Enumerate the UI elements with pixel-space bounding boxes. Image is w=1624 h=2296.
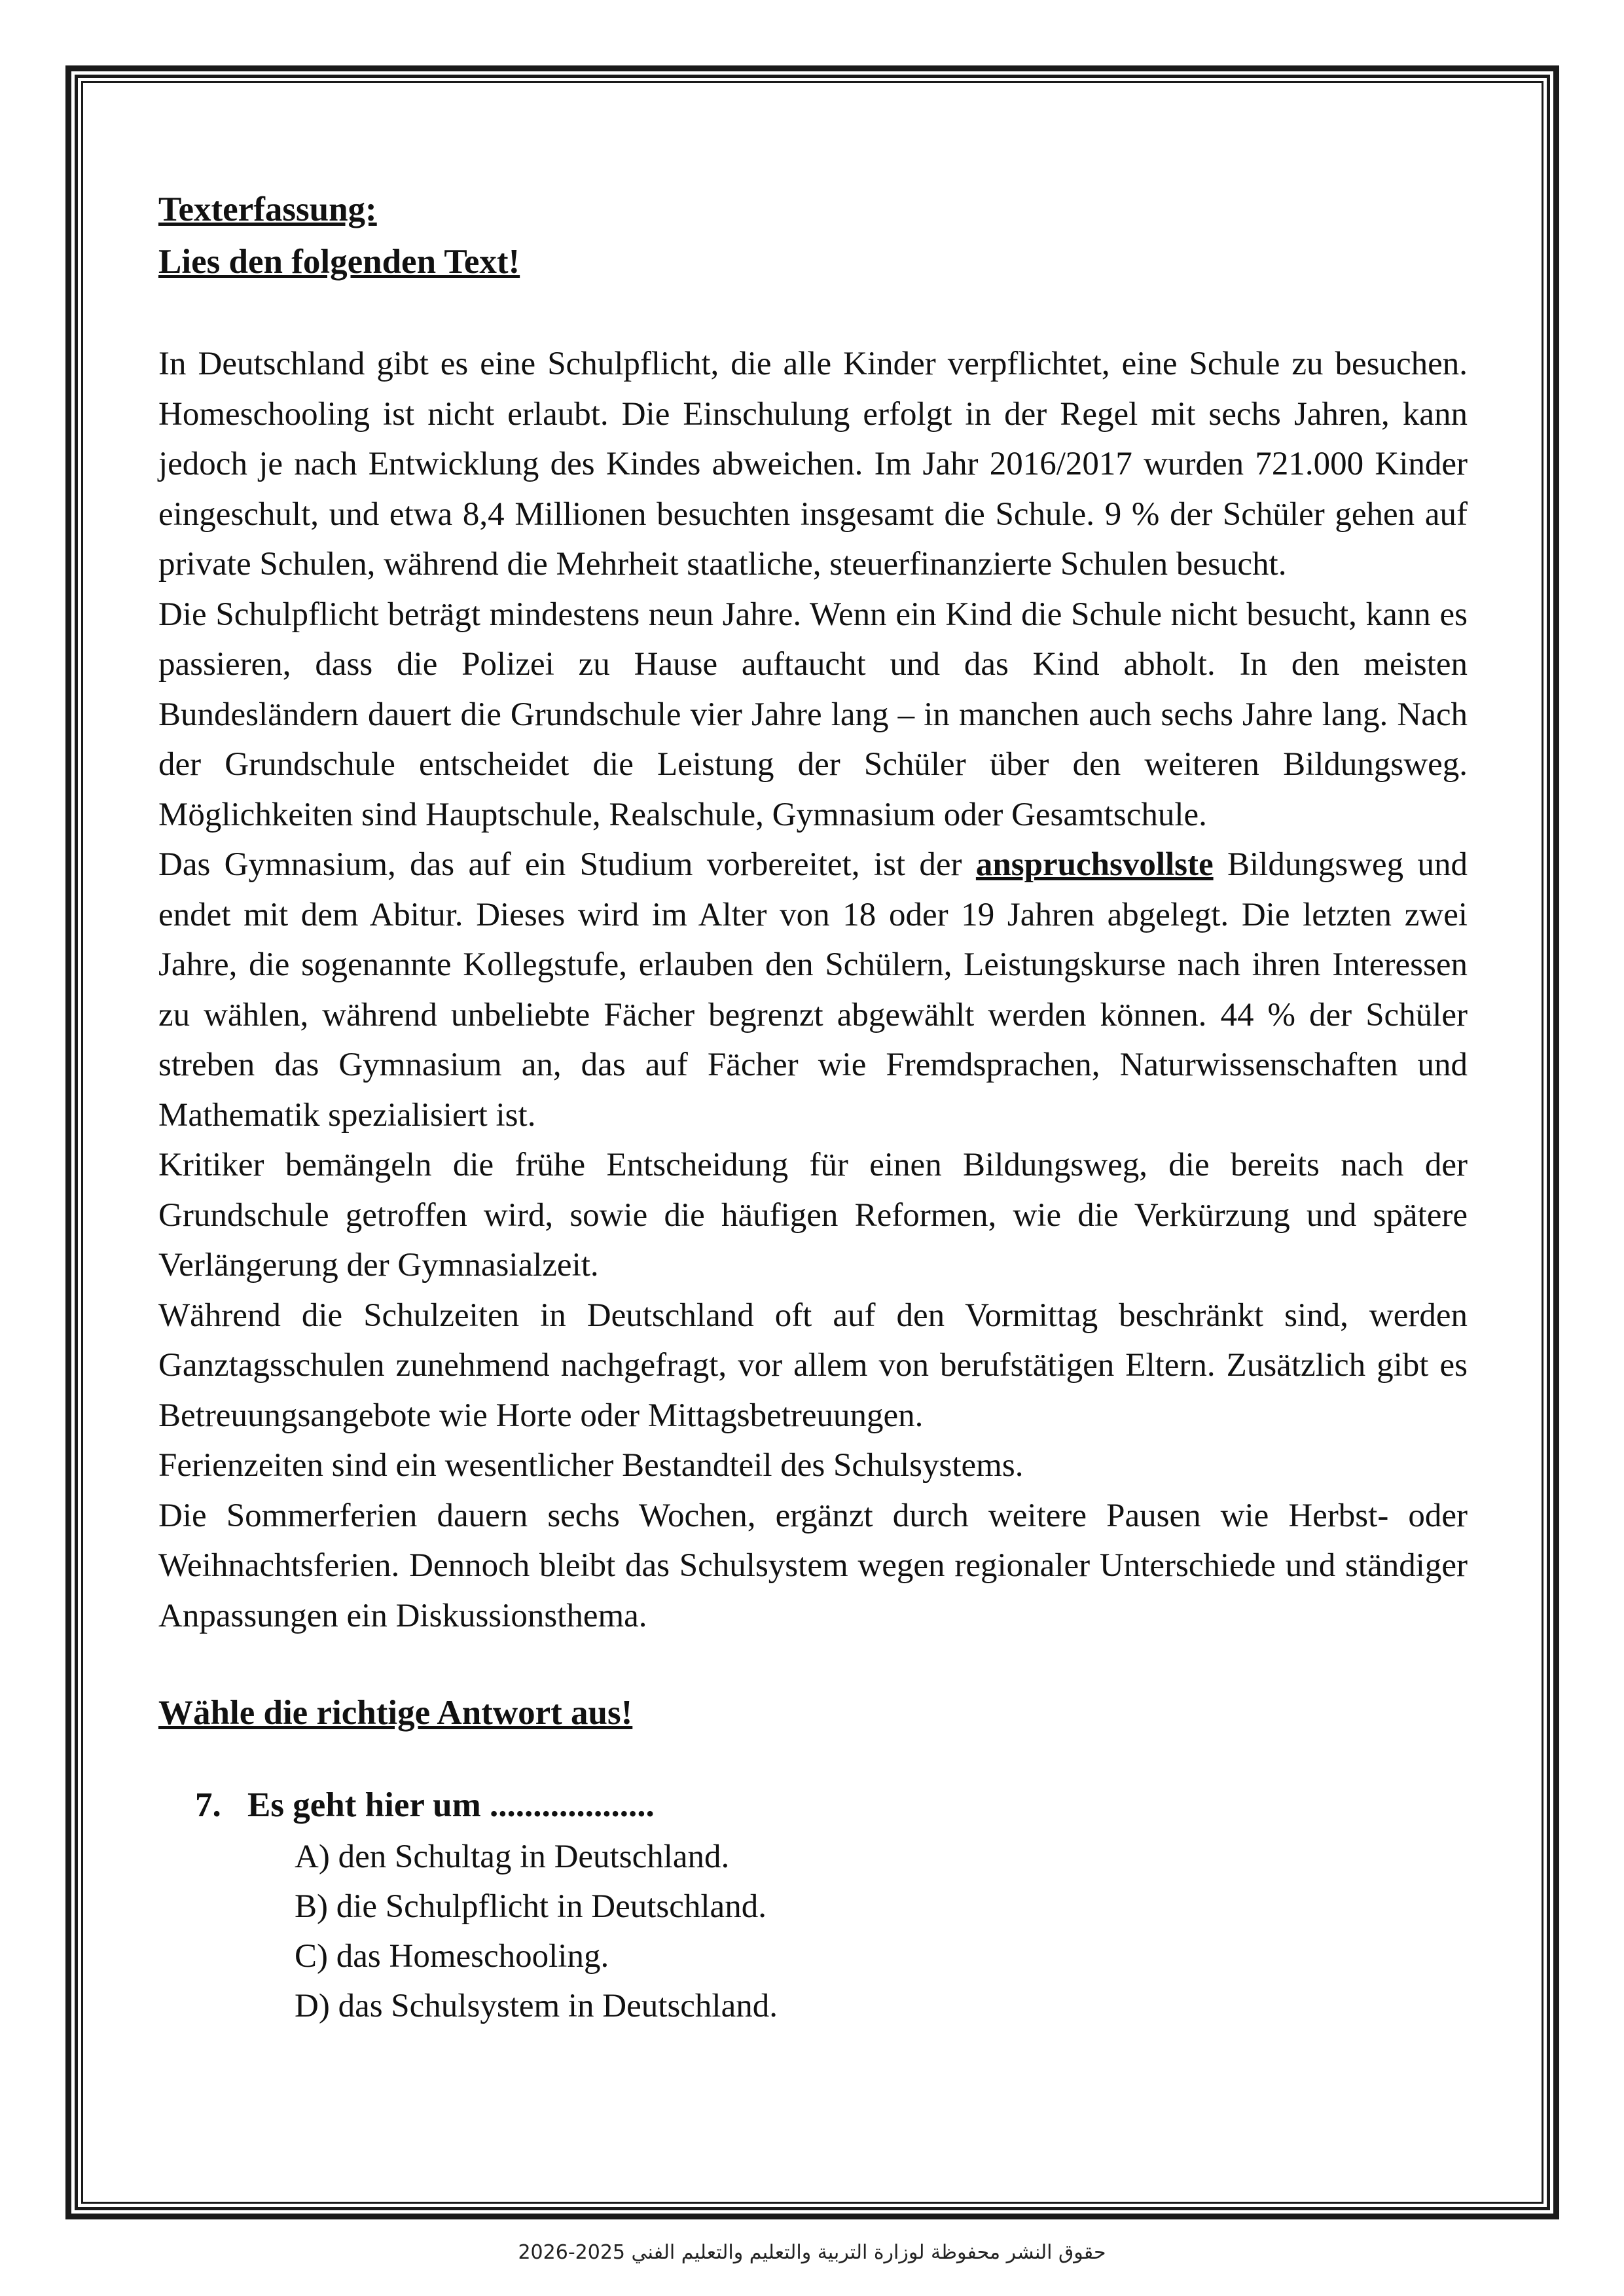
answer-option-d[interactable]: D) das Schulsystem in Deutschland. <box>295 1988 778 2024</box>
answer-options <box>195 1832 1468 2031</box>
answer-option-c[interactable]: C) das Homeschooling. <box>295 1938 609 1975</box>
reading-instruction: Lies den folgenden Text! <box>158 243 520 281</box>
section-title: Texterfassung: <box>158 190 377 228</box>
worksheet-content <box>158 183 1468 2031</box>
passage-paragraph-4: Kritiker bemängeln die frühe Entscheidung für einen Bildungsweg, die bereits nach der Grundschule getroffen wird, sowie die häufigen Reformen, wie die Verkürzung und spätere Verlängerung der Gymnasialzeit. <box>158 1147 1468 1283</box>
question-stem <box>195 1778 1468 1832</box>
passage-paragraph-3 <box>158 840 1468 1140</box>
question-number: 7. <box>195 1786 221 1824</box>
passage-paragraph-6: Ferienzeiten sind ein wesentlicher Bestandteil des Schulsystems. <box>158 1447 1024 1484</box>
passage-paragraph-7: Die Sommerferien dauern sechs Wochen, ergänzt durch weitere Pausen wie Herbst- oder Weihnachtsferien. Dennoch bleibt das Schulsystem wegen regionaler Unterschiede und ständiger Anpassungen ein Diskussionsthema. <box>158 1497 1468 1634</box>
emphasized-word: anspruchsvollste <box>975 846 1214 883</box>
reading-passage <box>158 339 1468 1641</box>
answer-option-b[interactable]: B) die Schulpflicht in Deutschland. <box>295 1888 767 1925</box>
answer-option-a[interactable]: A) den Schultag in Deutschland. <box>295 1839 730 1875</box>
passage-paragraph-3-end: Bildungsweg und endet mit dem Abitur. Dieses wird im Alter von 18 oder 19 Jahren abgelegt. Die letzten zwei Jahre, die sogenannte Kollegstufe, erlauben den Schülern, Leistungskurse nach ihren Interessen zu wählen, während unbeliebte Fächer begrenzt abgewählt werden können. 44 % der Schüler streben das Gymnasium an, das auf Fächer wie Fremdsprachen, Naturwissenschaften und Mathematik spezialisiert ist. <box>158 846 1468 1134</box>
question-7 <box>158 1778 1468 2031</box>
copyright-text: حقوق النشر محفوظة لوزارة التربية والتعليم والتعليم الفني 2025-2026 <box>518 2241 1106 2264</box>
task-instruction: Wähle die richtige Antwort aus! <box>158 1694 633 1732</box>
question-text: Es geht hier um ................... <box>247 1786 655 1824</box>
passage-paragraph-2: Die Schulpflicht beträgt mindestens neun Jahre. Wenn ein Kind die Schule nicht besucht, kann es passieren, dass die Polizei zu Hause auftaucht und das Kind abholt. In den meisten Bundesländern dauert die Grundschule vier Jahre lang – in manchen auch sechs Jahre lang. Nach der Grundschule entscheidet die Leistung der Schüler über den weiteren Bildungsweg. Möglichkeiten sind Hauptschule, Realschule, Gymnasium oder Gesamtschule. <box>158 596 1468 833</box>
passage-paragraph-3-start: Das Gymnasium, das auf ein Studium vorbereitet, ist der <box>158 846 962 883</box>
passage-paragraph-1: In Deutschland gibt es eine Schulpflicht, die alle Kinder verpflichtet, eine Schule zu besuchen. Homeschooling ist nicht erlaubt. Die Einschulung erfolgt in der Regel mit sechs Jahren, kann jedoch je nach Entwicklung des Kindes abweichen. Im Jahr 2016/2017 wurden 721.000 Kinder eingeschult, und etwa 8,4 Millionen besuchten insgesamt die Schule. 9 % der Schüler gehen auf private Schulen, während die Mehrheit staatliche, steuerfinanzierte Schulen besucht. <box>158 346 1468 583</box>
passage-paragraph-5: Während die Schulzeiten in Deutschland oft auf den Vormittag beschränkt sind, werden Ganztagsschulen zunehmend nachgefragt, vor allem von berufstätigen Eltern. Zusätzlich gibt es Betreuungsangebote wie Horte oder Mittagsbetreuungen. <box>158 1297 1468 1434</box>
copyright-footer <box>0 2240 1624 2266</box>
